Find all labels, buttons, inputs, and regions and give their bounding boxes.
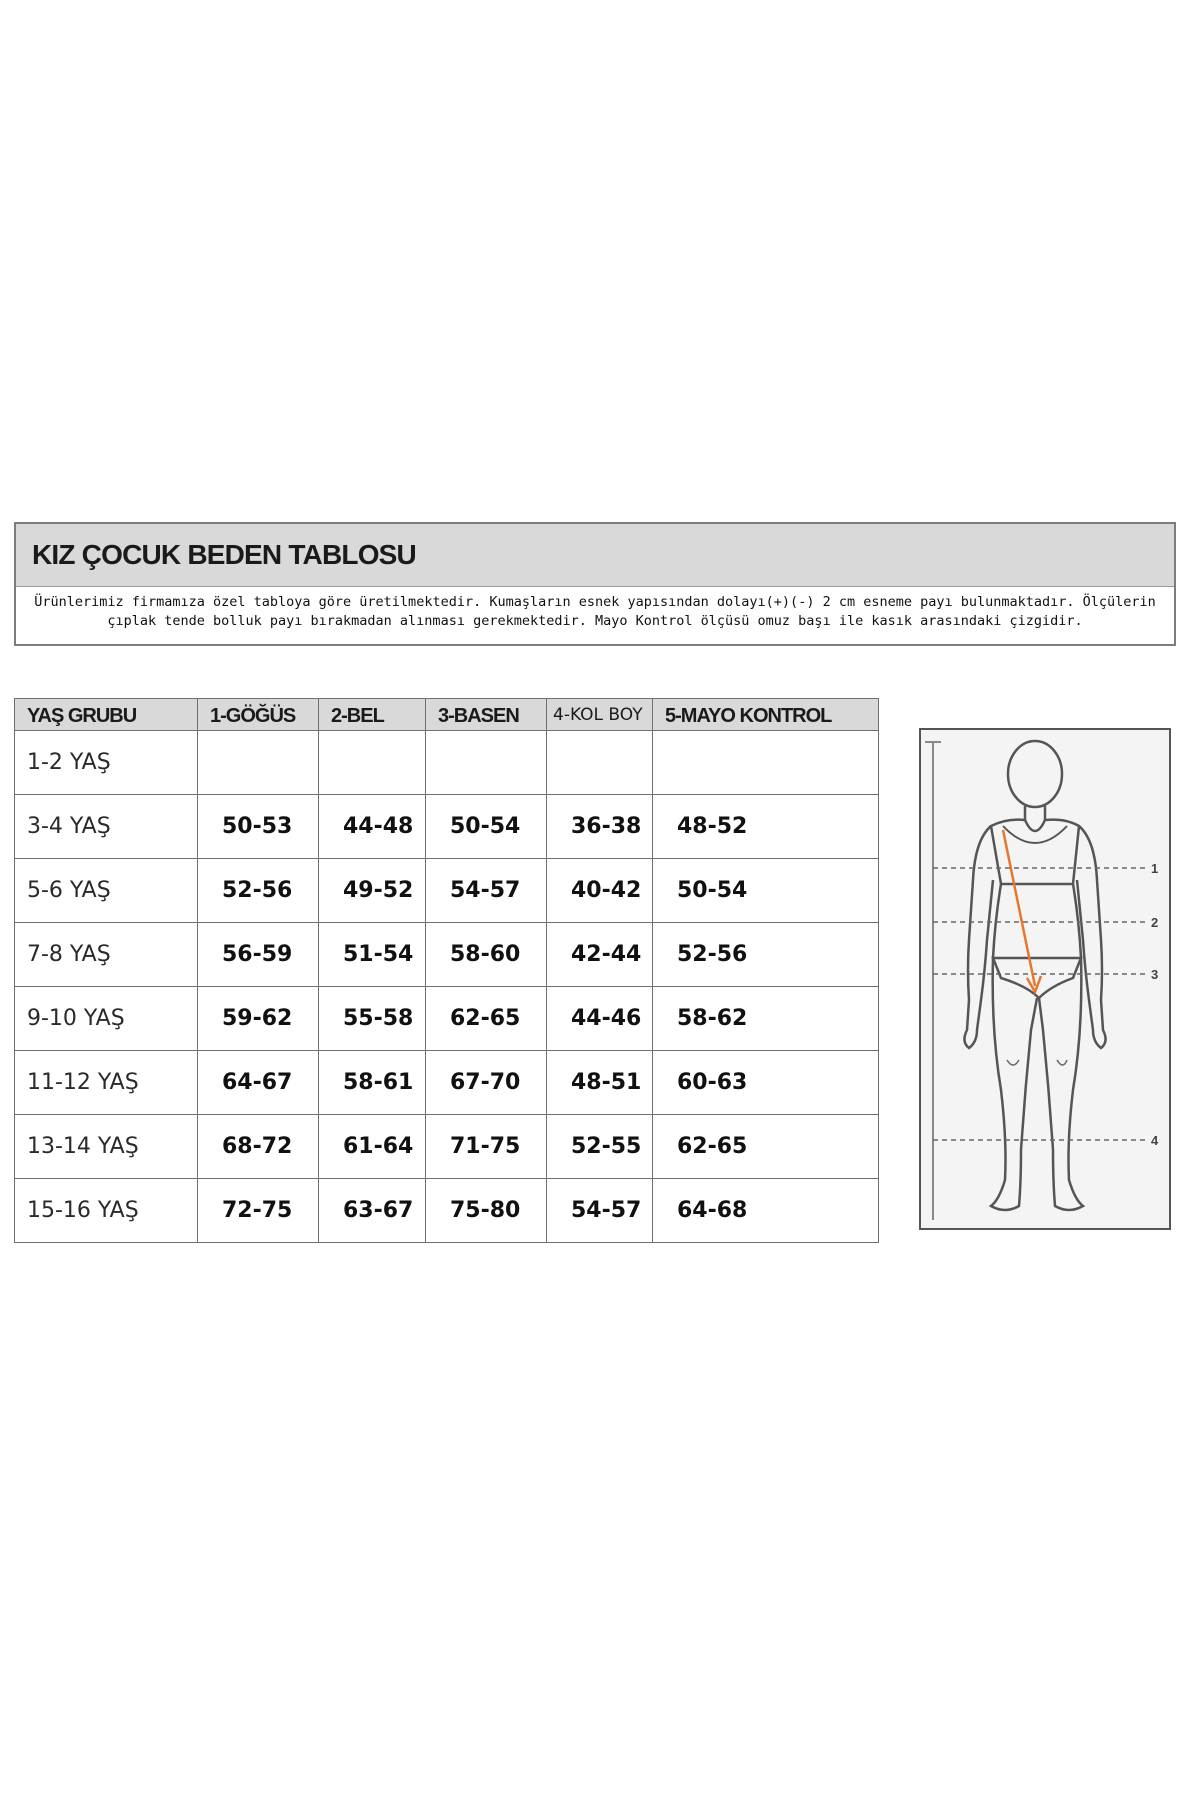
cell-waist: 61-64	[319, 1115, 426, 1179]
cell-swimsuit-control: 64-68	[653, 1179, 879, 1243]
header-title-bar	[16, 524, 1174, 587]
cell-chest: 64-67	[198, 1051, 319, 1115]
cell-sleeve-length	[547, 731, 653, 795]
cell-swimsuit-control: 48-52	[653, 795, 879, 859]
header-waist: 2-BEL	[319, 699, 426, 731]
right-leg-outline	[1039, 958, 1083, 1210]
page-title: KIZ ÇOCUK BEDEN TABLOSU	[32, 539, 416, 570]
cell-hip	[426, 731, 547, 795]
cell-chest: 72-75	[198, 1179, 319, 1243]
cell-hip: 50-54	[426, 795, 547, 859]
table-header-row	[15, 699, 879, 731]
cell-chest: 52-56	[198, 859, 319, 923]
header-sleeve-length: 4-KOL BOY	[547, 699, 653, 731]
marker-4: 4	[1151, 1133, 1159, 1148]
child-body-illustration	[921, 730, 1169, 1228]
swimsuit-control-arrow	[1003, 830, 1035, 986]
cell-swimsuit-control: 52-56	[653, 923, 879, 987]
cell-waist: 51-54	[319, 923, 426, 987]
table-row	[15, 1051, 879, 1115]
cell-age-group: 11-12 YAŞ	[15, 1051, 198, 1115]
cell-chest	[198, 731, 319, 795]
cell-hip: 71-75	[426, 1115, 547, 1179]
cell-sleeve-length: 40-42	[547, 859, 653, 923]
left-arm-outline	[964, 826, 993, 1048]
marker-3: 3	[1151, 967, 1159, 982]
table-row	[15, 731, 879, 795]
cell-age-group: 9-10 YAŞ	[15, 987, 198, 1051]
cell-chest: 68-72	[198, 1115, 319, 1179]
cell-swimsuit-control: 50-54	[653, 859, 879, 923]
cell-sleeve-length: 44-46	[547, 987, 653, 1051]
cell-swimsuit-control	[653, 731, 879, 795]
cell-waist: 63-67	[319, 1179, 426, 1243]
cell-waist: 44-48	[319, 795, 426, 859]
cell-chest: 50-53	[198, 795, 319, 859]
cell-age-group: 13-14 YAŞ	[15, 1115, 198, 1179]
cell-hip: 58-60	[426, 923, 547, 987]
left-leg-outline	[991, 958, 1037, 1210]
cell-chest: 59-62	[198, 987, 319, 1051]
header-hip: 3-BASEN	[426, 699, 547, 731]
cell-waist: 58-61	[319, 1051, 426, 1115]
cell-waist	[319, 731, 426, 795]
table-row	[15, 987, 879, 1051]
cell-age-group: 1-2 YAŞ	[15, 731, 198, 795]
cell-hip: 54-57	[426, 859, 547, 923]
cell-swimsuit-control: 58-62	[653, 987, 879, 1051]
header-age-group: YAŞ GRUBU	[15, 699, 198, 731]
cell-age-group: 7-8 YAŞ	[15, 923, 198, 987]
table-row	[15, 795, 879, 859]
cell-sleeve-length: 52-55	[547, 1115, 653, 1179]
size-note-line-1: Ürünlerimiz firmamıza özel tabloya göre üretilmektedir. Kumaşların esnek yapısından dolayı(+)(-) 2 cm esneme payı bulunmaktadır. Ölçülerin	[34, 594, 1156, 610]
cell-sleeve-length: 48-51	[547, 1051, 653, 1115]
cell-chest: 56-59	[198, 923, 319, 987]
table-row	[15, 1179, 879, 1243]
cell-age-group: 5-6 YAŞ	[15, 859, 198, 923]
cell-sleeve-length: 54-57	[547, 1179, 653, 1243]
body-measurement-figure	[919, 728, 1171, 1230]
marker-2: 2	[1151, 915, 1159, 930]
table-row	[15, 1115, 879, 1179]
cell-hip: 62-65	[426, 987, 547, 1051]
size-note	[16, 587, 1174, 631]
size-table	[14, 698, 879, 1243]
header-chest: 1-GÖĞÜS	[198, 699, 319, 731]
cell-sleeve-length: 42-44	[547, 923, 653, 987]
head-outline	[1008, 741, 1062, 807]
cell-age-group: 15-16 YAŞ	[15, 1179, 198, 1243]
cell-waist: 55-58	[319, 987, 426, 1051]
cell-hip: 75-80	[426, 1179, 547, 1243]
size-chart-header	[14, 522, 1176, 646]
table-row	[15, 859, 879, 923]
torso-outline	[991, 820, 1079, 884]
size-note-line-2: çıplak tende bolluk payı bırakmadan alınması gerekmektedir. Mayo Kontrol ölçüsü omuz başı ile kasık arasındaki çizgidir.	[107, 613, 1083, 629]
briefs-outline	[993, 958, 1081, 998]
cell-hip: 67-70	[426, 1051, 547, 1115]
marker-1: 1	[1151, 861, 1159, 876]
cell-swimsuit-control: 60-63	[653, 1051, 879, 1115]
cell-waist: 49-52	[319, 859, 426, 923]
cell-age-group: 3-4 YAŞ	[15, 795, 198, 859]
cell-sleeve-length: 36-38	[547, 795, 653, 859]
header-swimsuit-control: 5-MAYO KONTROL	[653, 699, 879, 731]
cell-swimsuit-control: 62-65	[653, 1115, 879, 1179]
table-row	[15, 923, 879, 987]
